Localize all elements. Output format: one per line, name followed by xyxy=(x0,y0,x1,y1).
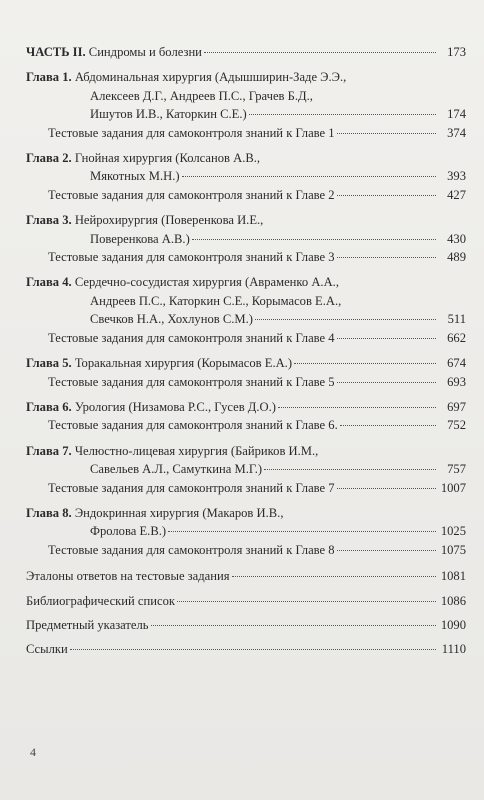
dot-leader xyxy=(340,425,436,426)
page-ref: 430 xyxy=(447,231,466,246)
page-ref: 489 xyxy=(447,250,466,265)
chapter-title-line xyxy=(26,230,466,248)
page-ref: 1081 xyxy=(440,569,466,584)
toc-part-entry[interactable] xyxy=(26,43,466,61)
chapter-title-part: Сердечно-сосудистая хирургия (Авраменко А.А., xyxy=(74,275,339,290)
dot-leader xyxy=(337,550,436,551)
chapter-entry[interactable] xyxy=(26,504,466,559)
chapter-title-text xyxy=(26,167,180,185)
chapter-title-part: Торакальная хирургия (Корымасов Е.А.) xyxy=(74,356,293,371)
table-of-contents xyxy=(26,43,466,659)
page-ref: 427 xyxy=(447,187,466,202)
chapter-entry[interactable] xyxy=(26,442,466,497)
chapter-title-part: Абдоминальная хирургия (Адышширин-Заде Э.Э., xyxy=(74,70,347,85)
chapter-title-part: Савельев А.Л., Самуткина М.Г.) xyxy=(90,462,263,477)
chapter-title-part: Поверенкова А.В.) xyxy=(90,231,190,246)
chapter-title-part: Челюстно-лицевая хирургия (Байриков И.М., xyxy=(74,443,319,458)
page-ref: 693 xyxy=(447,374,466,389)
chapter-title-part: Свечков Н.А., Хохлунов С.М.) xyxy=(90,312,253,327)
chapter-title-line xyxy=(26,105,466,123)
page-ref: 1025 xyxy=(440,524,466,539)
test-tasks-entry[interactable] xyxy=(26,479,466,497)
page-ref: 374 xyxy=(447,125,466,140)
dot-leader xyxy=(192,239,436,240)
chapter-title-line xyxy=(26,504,466,522)
dot-leader xyxy=(168,531,436,532)
chapter-title-part: Урология (Низамова Р.С., Гусев Д.О.) xyxy=(74,399,276,414)
dot-leader xyxy=(232,576,436,577)
chapter-title-text xyxy=(26,211,263,229)
dot-leader xyxy=(337,257,436,258)
test-tasks-entry[interactable] xyxy=(26,186,466,204)
chapter-label: Глава 2. xyxy=(26,151,72,166)
dot-leader xyxy=(182,176,436,177)
chapter-title-part: Ишутов И.В., Каторкин С.Е.) xyxy=(90,107,247,122)
chapter-title-text xyxy=(26,310,253,328)
chapter-title-text xyxy=(26,442,318,460)
chapter-title-text xyxy=(26,87,313,105)
dot-leader xyxy=(278,407,436,408)
chapter-title-line xyxy=(26,292,466,310)
page-ref: 1110 xyxy=(441,642,466,657)
chapter-title-text xyxy=(26,273,339,291)
back-matter-list xyxy=(26,567,466,659)
chapter-label: Глава 7. xyxy=(26,443,72,458)
chapter-entry[interactable] xyxy=(26,273,466,347)
chapter-title-text xyxy=(26,105,247,123)
dot-leader xyxy=(337,382,436,383)
back-matter-entry[interactable] xyxy=(26,592,466,610)
dot-leader xyxy=(177,601,436,602)
back-matter-entry[interactable] xyxy=(26,616,466,634)
chapter-title-text xyxy=(26,522,166,540)
chapter-title-line xyxy=(26,398,466,416)
back-matter-title: Ссылки xyxy=(26,642,68,657)
chapter-entry[interactable] xyxy=(26,211,466,266)
dot-leader xyxy=(337,195,436,196)
page-ref: 752 xyxy=(447,418,466,433)
chapter-entry[interactable] xyxy=(26,398,466,435)
chapter-title-line xyxy=(26,442,466,460)
chapter-title-part: Андреев П.С., Каторкин С.Е., Корымасов Е.А., xyxy=(90,293,342,308)
page-ref: 1007 xyxy=(440,480,466,495)
page-number: 4 xyxy=(30,745,36,759)
chapter-title-line xyxy=(26,68,466,86)
test-tasks-text: Тестовые задания для самоконтроля знаний к Главе 5 xyxy=(48,374,335,389)
chapter-title-text xyxy=(26,68,346,86)
chapter-title-line xyxy=(26,149,466,167)
page-ref: 697 xyxy=(447,399,466,414)
chapter-title-line xyxy=(26,310,466,328)
chapter-title-text xyxy=(26,398,276,416)
chapter-title-line xyxy=(26,273,466,291)
chapter-title-text xyxy=(26,460,262,478)
page-ref: 674 xyxy=(447,356,466,371)
chapter-label: Глава 5. xyxy=(26,356,72,371)
chapter-title-line xyxy=(26,167,466,185)
dot-leader xyxy=(151,625,436,626)
chapter-title-part: Гнойная хирургия (Колсанов А.В., xyxy=(74,151,261,166)
page-ref: 173 xyxy=(447,45,466,59)
back-matter-title: Эталоны ответов на тестовые задания xyxy=(26,569,230,584)
chapter-title-text xyxy=(26,354,292,372)
dot-leader xyxy=(337,338,436,339)
test-tasks-text: Тестовые задания для самоконтроля знаний к Главе 6. xyxy=(48,418,338,433)
chapter-title-line xyxy=(26,87,466,105)
back-matter-entry[interactable] xyxy=(26,640,466,658)
test-tasks-text: Тестовые задания для самоконтроля знаний к Главе 2 xyxy=(48,187,335,202)
test-tasks-text: Тестовые задания для самоконтроля знаний к Главе 1 xyxy=(48,125,335,140)
page-ref: 1090 xyxy=(440,617,466,632)
page-ref: 1075 xyxy=(440,542,466,557)
page-ref: 662 xyxy=(447,330,466,345)
test-tasks-entry[interactable] xyxy=(26,416,466,434)
dot-leader xyxy=(249,114,436,115)
page-ref: 393 xyxy=(447,169,466,184)
part-title: Синдромы и болезни xyxy=(88,45,202,59)
chapter-title-part: Алексеев Д.Г., Андреев П.С., Грачев Б.Д., xyxy=(90,88,313,103)
chapter-title-line xyxy=(26,460,466,478)
chapter-title-text xyxy=(26,149,260,167)
dot-leader xyxy=(70,649,436,650)
test-tasks-entry[interactable] xyxy=(26,124,466,142)
chapter-title-part: Фролова Е.В.) xyxy=(90,524,167,539)
test-tasks-text: Тестовые задания для самоконтроля знаний к Главе 8 xyxy=(48,542,335,557)
back-matter-title: Библиографический список xyxy=(26,593,175,608)
back-matter-title: Предметный указатель xyxy=(26,617,149,632)
chapter-label: Глава 4. xyxy=(26,275,72,290)
chapter-label: Глава 8. xyxy=(26,505,72,520)
chapter-label: Глава 1. xyxy=(26,70,72,85)
dot-leader xyxy=(294,363,436,364)
chapter-title-part: Эндокринная хирургия (Макаров И.В., xyxy=(74,505,284,520)
page-ref: 1086 xyxy=(440,593,466,608)
test-tasks-text: Тестовые задания для самоконтроля знаний к Главе 7 xyxy=(48,480,335,495)
part-prefix: ЧАСТЬ II. xyxy=(26,45,86,59)
chapter-entry[interactable] xyxy=(26,354,466,391)
dot-leader xyxy=(264,469,436,470)
chapter-title-line xyxy=(26,522,466,540)
chapter-title-text xyxy=(26,230,190,248)
chapter-list xyxy=(26,68,466,559)
chapter-title-line xyxy=(26,211,466,229)
chapter-title-text xyxy=(26,292,341,310)
chapter-title-text xyxy=(26,504,283,522)
chapter-title-part: Мякотных М.Н.) xyxy=(90,169,180,184)
dot-leader xyxy=(337,133,436,134)
test-tasks-entry[interactable] xyxy=(26,373,466,391)
test-tasks-text: Тестовые задания для самоконтроля знаний к Главе 3 xyxy=(48,250,335,265)
chapter-label: Глава 3. xyxy=(26,213,72,228)
test-tasks-entry[interactable] xyxy=(26,248,466,266)
chapter-title-line xyxy=(26,354,466,372)
dot-leader xyxy=(255,319,436,320)
page-ref: 757 xyxy=(447,462,466,477)
chapter-label: Глава 6. xyxy=(26,399,72,414)
chapter-entry[interactable] xyxy=(26,149,466,204)
dot-leader xyxy=(204,52,436,53)
chapter-entry[interactable] xyxy=(26,68,466,142)
page-ref: 511 xyxy=(447,312,466,327)
back-matter-entry[interactable] xyxy=(26,567,466,585)
dot-leader xyxy=(337,488,436,489)
chapter-title-part: Нейрохирургия (Поверенкова И.Е., xyxy=(74,213,264,228)
page-ref: 174 xyxy=(447,107,466,122)
test-tasks-entry[interactable] xyxy=(26,541,466,559)
test-tasks-entry[interactable] xyxy=(26,329,466,347)
test-tasks-text: Тестовые задания для самоконтроля знаний к Главе 4 xyxy=(48,330,335,345)
